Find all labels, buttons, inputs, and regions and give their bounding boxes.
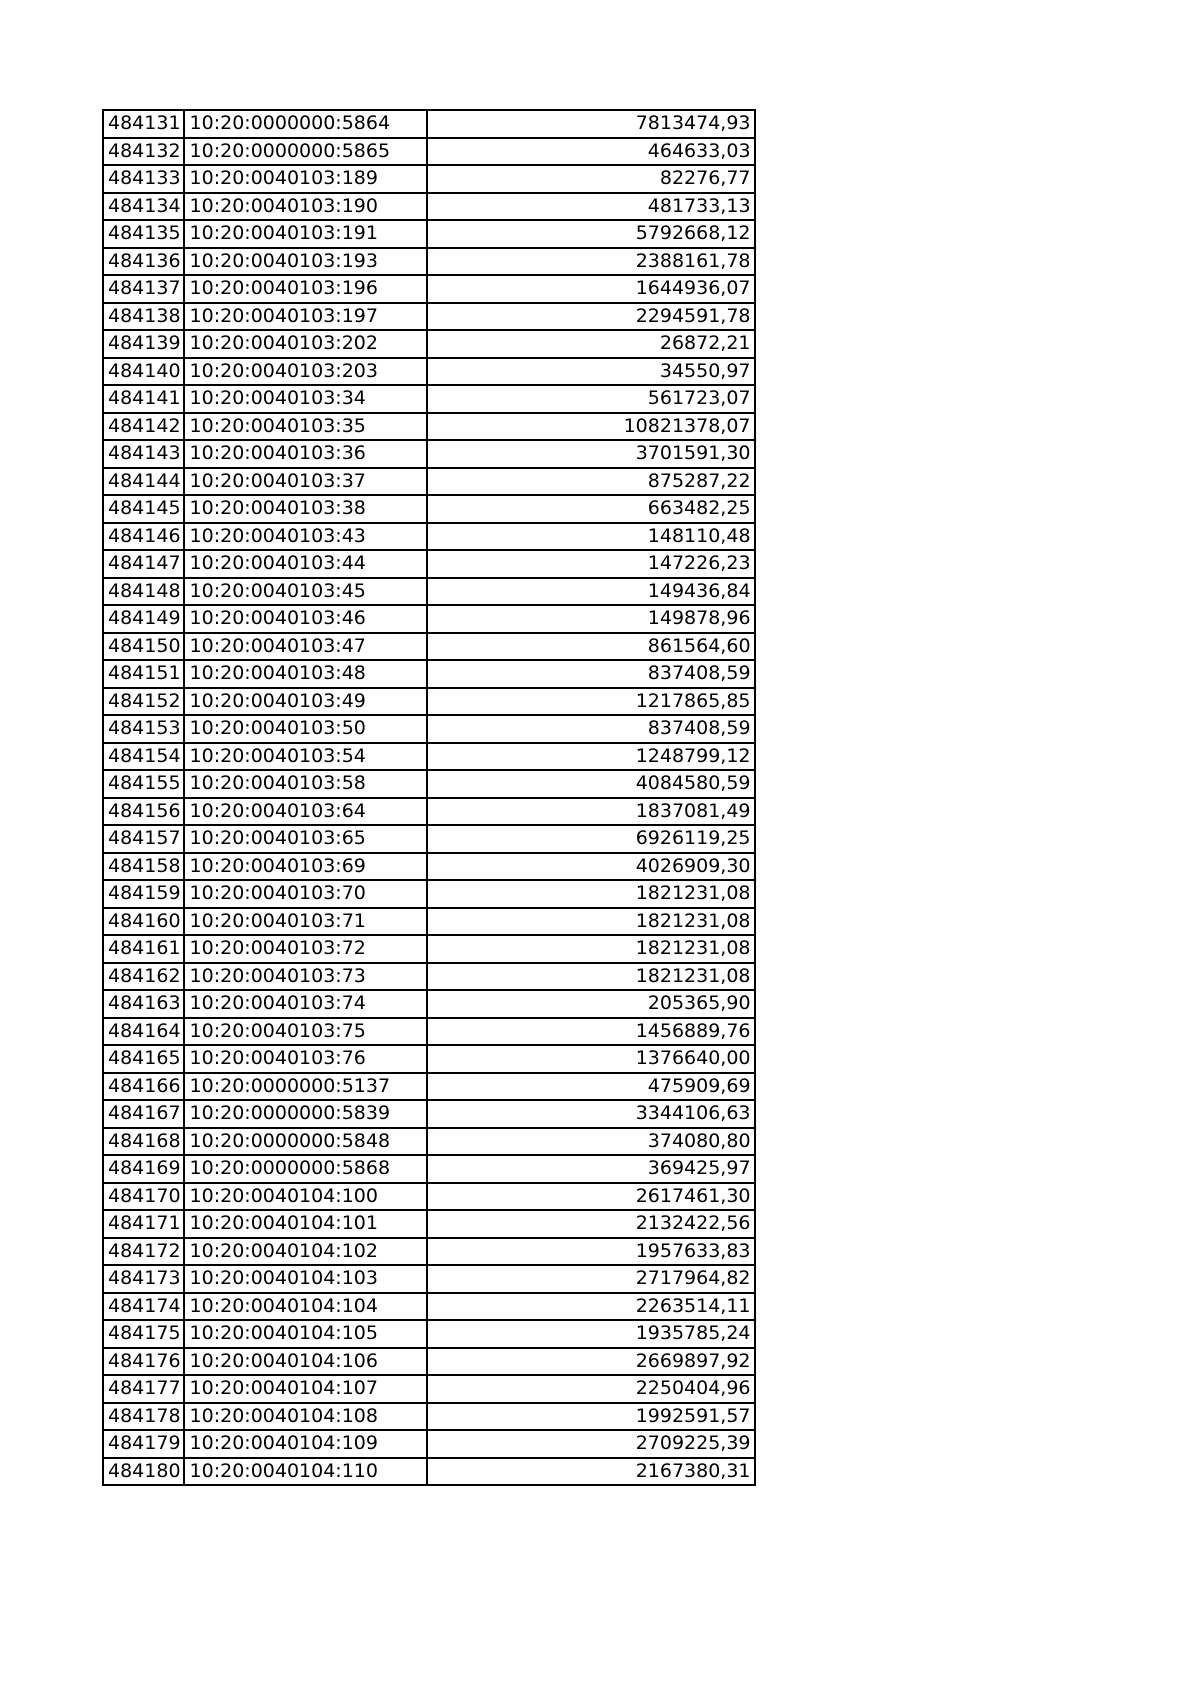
cadastral-number-cell: 10:20:0040103:72: [184, 935, 427, 963]
table-row: [103, 1073, 755, 1101]
value-cell: 1992591,57: [427, 1403, 755, 1431]
row-number-cell: 484163: [103, 990, 184, 1018]
table-body: [103, 110, 755, 1485]
cadastral-number-cell: 10:20:0040104:108: [184, 1403, 427, 1431]
cadastral-number-cell: 10:20:0000000:5864: [184, 110, 427, 138]
value-cell: 369425,97: [427, 1155, 755, 1183]
table-row: [103, 275, 755, 303]
table-row: [103, 1183, 755, 1211]
row-number-cell: 484177: [103, 1375, 184, 1403]
cadastral-number-cell: 10:20:0040103:36: [184, 440, 427, 468]
cadastral-number-cell: 10:20:0040103:50: [184, 715, 427, 743]
value-cell: 6926119,25: [427, 825, 755, 853]
value-cell: 147226,23: [427, 550, 755, 578]
value-cell: 149878,96: [427, 605, 755, 633]
table-row: [103, 1348, 755, 1376]
row-number-cell: 484166: [103, 1073, 184, 1101]
table-row: [103, 825, 755, 853]
row-number-cell: 484172: [103, 1238, 184, 1266]
value-cell: 2132422,56: [427, 1210, 755, 1238]
table-row: [103, 385, 755, 413]
cadastral-number-cell: 10:20:0040104:101: [184, 1210, 427, 1238]
cadastral-number-cell: 10:20:0040103:38: [184, 495, 427, 523]
table-row: [103, 468, 755, 496]
cadastral-number-cell: 10:20:0040103:49: [184, 688, 427, 716]
value-cell: 34550,97: [427, 358, 755, 386]
row-number-cell: 484145: [103, 495, 184, 523]
cadastral-number-cell: 10:20:0040103:37: [184, 468, 427, 496]
value-cell: 2717964,82: [427, 1265, 755, 1293]
row-number-cell: 484169: [103, 1155, 184, 1183]
cadastral-number-cell: 10:20:0040103:43: [184, 523, 427, 551]
table-row: [103, 1238, 755, 1266]
row-number-cell: 484131: [103, 110, 184, 138]
value-cell: 663482,25: [427, 495, 755, 523]
table-row: [103, 1128, 755, 1156]
value-cell: 2167380,31: [427, 1458, 755, 1486]
table-row: [103, 578, 755, 606]
row-number-cell: 484151: [103, 660, 184, 688]
table-row: [103, 495, 755, 523]
row-number-cell: 484178: [103, 1403, 184, 1431]
cadastral-number-cell: 10:20:0040104:104: [184, 1293, 427, 1321]
value-cell: 3344106,63: [427, 1100, 755, 1128]
value-cell: 10821378,07: [427, 413, 755, 441]
row-number-cell: 484176: [103, 1348, 184, 1376]
value-cell: 148110,48: [427, 523, 755, 551]
cadastral-number-cell: 10:20:0000000:5868: [184, 1155, 427, 1183]
cadastral-number-cell: 10:20:0040103:54: [184, 743, 427, 771]
row-number-cell: 484180: [103, 1458, 184, 1486]
row-number-cell: 484168: [103, 1128, 184, 1156]
table-row: [103, 990, 755, 1018]
row-number-cell: 484167: [103, 1100, 184, 1128]
cadastral-number-cell: 10:20:0040103:65: [184, 825, 427, 853]
cadastral-number-cell: 10:20:0000000:5865: [184, 138, 427, 166]
table-row: [103, 798, 755, 826]
table-row: [103, 220, 755, 248]
value-cell: 1957633,83: [427, 1238, 755, 1266]
cadastral-number-cell: 10:20:0040104:100: [184, 1183, 427, 1211]
table-row: [103, 1458, 755, 1486]
row-number-cell: 484148: [103, 578, 184, 606]
row-number-cell: 484159: [103, 880, 184, 908]
value-cell: 875287,22: [427, 468, 755, 496]
value-cell: 1456889,76: [427, 1018, 755, 1046]
table-row: [103, 743, 755, 771]
table-row: [103, 440, 755, 468]
table-row: [103, 413, 755, 441]
row-number-cell: 484165: [103, 1045, 184, 1073]
table-row: [103, 633, 755, 661]
table-row: [103, 1045, 755, 1073]
row-number-cell: 484140: [103, 358, 184, 386]
table-row: [103, 303, 755, 331]
cadastral-number-cell: 10:20:0040103:46: [184, 605, 427, 633]
value-cell: 2294591,78: [427, 303, 755, 331]
cadastral-number-cell: 10:20:0040103:48: [184, 660, 427, 688]
row-number-cell: 484158: [103, 853, 184, 881]
value-cell: 1376640,00: [427, 1045, 755, 1073]
table-row: [103, 1430, 755, 1458]
row-number-cell: 484160: [103, 908, 184, 936]
value-cell: 82276,77: [427, 165, 755, 193]
cadastral-number-cell: 10:20:0040103:190: [184, 193, 427, 221]
row-number-cell: 484143: [103, 440, 184, 468]
table-row: [103, 660, 755, 688]
value-cell: 1217865,85: [427, 688, 755, 716]
cadastral-number-cell: 10:20:0040103:58: [184, 770, 427, 798]
row-number-cell: 484147: [103, 550, 184, 578]
value-cell: 2709225,39: [427, 1430, 755, 1458]
cadastral-number-cell: 10:20:0040104:106: [184, 1348, 427, 1376]
cadastral-number-cell: 10:20:0000000:5137: [184, 1073, 427, 1101]
value-cell: 481733,13: [427, 193, 755, 221]
table-row: [103, 935, 755, 963]
table-row: [103, 1265, 755, 1293]
row-number-cell: 484144: [103, 468, 184, 496]
row-number-cell: 484135: [103, 220, 184, 248]
row-number-cell: 484155: [103, 770, 184, 798]
value-cell: 2388161,78: [427, 248, 755, 276]
row-number-cell: 484173: [103, 1265, 184, 1293]
value-cell: 2263514,11: [427, 1293, 755, 1321]
cadastral-number-cell: 10:20:0040103:70: [184, 880, 427, 908]
value-cell: 1837081,49: [427, 798, 755, 826]
value-cell: 4084580,59: [427, 770, 755, 798]
table-row: [103, 770, 755, 798]
cadastral-number-cell: 10:20:0040103:202: [184, 330, 427, 358]
value-cell: 26872,21: [427, 330, 755, 358]
row-number-cell: 484137: [103, 275, 184, 303]
row-number-cell: 484146: [103, 523, 184, 551]
row-number-cell: 484157: [103, 825, 184, 853]
cadastral-number-cell: 10:20:0040103:76: [184, 1045, 427, 1073]
value-cell: 2617461,30: [427, 1183, 755, 1211]
cadastral-number-cell: 10:20:0000000:5848: [184, 1128, 427, 1156]
table-row: [103, 1155, 755, 1183]
table-row: [103, 330, 755, 358]
row-number-cell: 484170: [103, 1183, 184, 1211]
value-cell: 2250404,96: [427, 1375, 755, 1403]
cadastral-number-cell: 10:20:0040103:193: [184, 248, 427, 276]
value-cell: 3701591,30: [427, 440, 755, 468]
table-row: [103, 688, 755, 716]
cadastral-number-cell: 10:20:0040103:71: [184, 908, 427, 936]
row-number-cell: 484150: [103, 633, 184, 661]
table-row: [103, 1375, 755, 1403]
value-cell: 837408,59: [427, 660, 755, 688]
value-cell: 861564,60: [427, 633, 755, 661]
row-number-cell: 484153: [103, 715, 184, 743]
row-number-cell: 484138: [103, 303, 184, 331]
table-row: [103, 1293, 755, 1321]
table-row: [103, 605, 755, 633]
row-number-cell: 484134: [103, 193, 184, 221]
cadastral-number-cell: 10:20:0040104:103: [184, 1265, 427, 1293]
value-cell: 374080,80: [427, 1128, 755, 1156]
cadastral-number-cell: 10:20:0040103:35: [184, 413, 427, 441]
table-row: [103, 963, 755, 991]
cadastral-number-cell: 10:20:0040103:64: [184, 798, 427, 826]
cadastral-number-cell: 10:20:0040103:196: [184, 275, 427, 303]
table-row: [103, 908, 755, 936]
cadastral-number-cell: 10:20:0040103:44: [184, 550, 427, 578]
row-number-cell: 484162: [103, 963, 184, 991]
value-cell: 1248799,12: [427, 743, 755, 771]
cadastral-number-cell: 10:20:0000000:5839: [184, 1100, 427, 1128]
row-number-cell: 484142: [103, 413, 184, 441]
cadastral-number-cell: 10:20:0040103:45: [184, 578, 427, 606]
table-row: [103, 853, 755, 881]
cadastral-number-cell: 10:20:0040103:197: [184, 303, 427, 331]
row-number-cell: 484156: [103, 798, 184, 826]
row-number-cell: 484175: [103, 1320, 184, 1348]
value-cell: 1821231,08: [427, 908, 755, 936]
value-cell: 1821231,08: [427, 935, 755, 963]
value-cell: 2669897,92: [427, 1348, 755, 1376]
table-row: [103, 248, 755, 276]
row-number-cell: 484132: [103, 138, 184, 166]
value-cell: 475909,69: [427, 1073, 755, 1101]
table-row: [103, 1018, 755, 1046]
value-cell: 149436,84: [427, 578, 755, 606]
table-row: [103, 138, 755, 166]
table-row: [103, 1210, 755, 1238]
row-number-cell: 484133: [103, 165, 184, 193]
cadastral-value-table: [102, 109, 756, 1486]
table-row: [103, 550, 755, 578]
table-row: [103, 193, 755, 221]
cadastral-number-cell: 10:20:0040103:73: [184, 963, 427, 991]
table-row: [103, 880, 755, 908]
row-number-cell: 484164: [103, 1018, 184, 1046]
value-cell: 4026909,30: [427, 853, 755, 881]
row-number-cell: 484136: [103, 248, 184, 276]
table-row: [103, 1100, 755, 1128]
row-number-cell: 484179: [103, 1430, 184, 1458]
row-number-cell: 484139: [103, 330, 184, 358]
row-number-cell: 484161: [103, 935, 184, 963]
value-cell: 561723,07: [427, 385, 755, 413]
cadastral-number-cell: 10:20:0040103:189: [184, 165, 427, 193]
row-number-cell: 484141: [103, 385, 184, 413]
table-row: [103, 523, 755, 551]
cadastral-number-cell: 10:20:0040104:109: [184, 1430, 427, 1458]
row-number-cell: 484152: [103, 688, 184, 716]
cadastral-number-cell: 10:20:0040104:107: [184, 1375, 427, 1403]
cadastral-number-cell: 10:20:0040104:110: [184, 1458, 427, 1486]
cadastral-number-cell: 10:20:0040103:34: [184, 385, 427, 413]
value-cell: 464633,03: [427, 138, 755, 166]
table-row: [103, 110, 755, 138]
table-row: [103, 715, 755, 743]
value-cell: 7813474,93: [427, 110, 755, 138]
value-cell: 1935785,24: [427, 1320, 755, 1348]
value-cell: 1821231,08: [427, 880, 755, 908]
table-row: [103, 165, 755, 193]
row-number-cell: 484174: [103, 1293, 184, 1321]
cadastral-number-cell: 10:20:0040103:75: [184, 1018, 427, 1046]
cadastral-number-cell: 10:20:0040103:191: [184, 220, 427, 248]
value-cell: 5792668,12: [427, 220, 755, 248]
value-cell: 837408,59: [427, 715, 755, 743]
value-cell: 1644936,07: [427, 275, 755, 303]
cadastral-number-cell: 10:20:0040103:47: [184, 633, 427, 661]
row-number-cell: 484171: [103, 1210, 184, 1238]
value-cell: 205365,90: [427, 990, 755, 1018]
cadastral-number-cell: 10:20:0040103:69: [184, 853, 427, 881]
table-row: [103, 1403, 755, 1431]
table-row: [103, 358, 755, 386]
cadastral-number-cell: 10:20:0040104:105: [184, 1320, 427, 1348]
value-cell: 1821231,08: [427, 963, 755, 991]
table-row: [103, 1320, 755, 1348]
row-number-cell: 484149: [103, 605, 184, 633]
cadastral-number-cell: 10:20:0040103:203: [184, 358, 427, 386]
row-number-cell: 484154: [103, 743, 184, 771]
cadastral-number-cell: 10:20:0040104:102: [184, 1238, 427, 1266]
cadastral-number-cell: 10:20:0040103:74: [184, 990, 427, 1018]
